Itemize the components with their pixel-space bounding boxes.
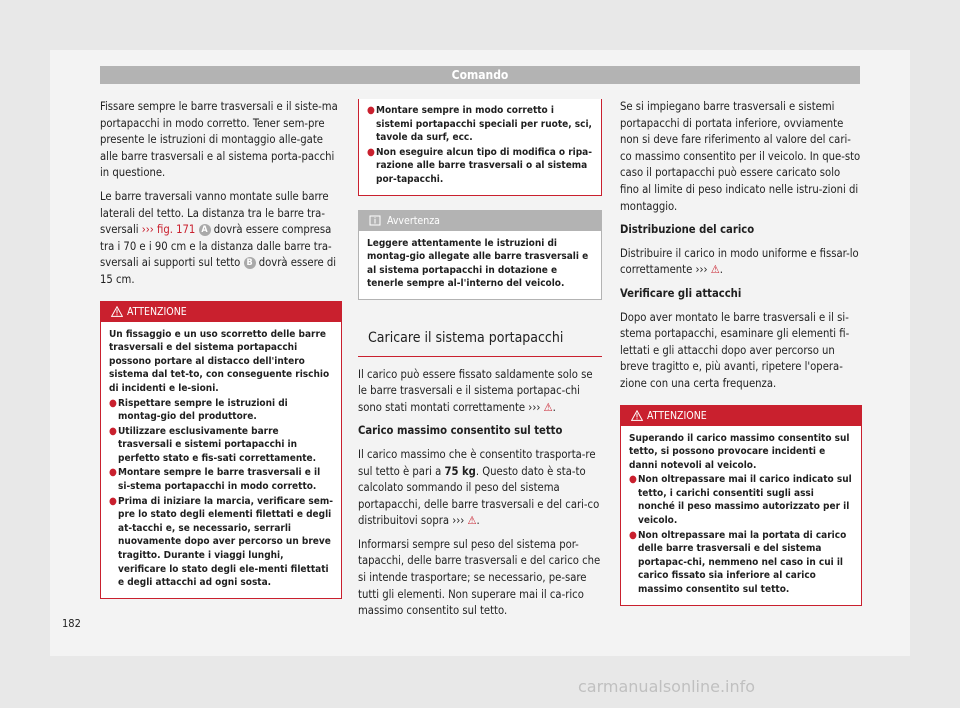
marker-a-badge: A — [199, 224, 211, 236]
list-item: ● Non oltrepassare mai la portata di carico delle barre trasversali e del sistema portapac-chi, nemmeno nel caso in cui il carico fissato sia inferiore al carico massimo consentito sul tetto. — [629, 529, 847, 596]
paragraph: Il carico massimo che è consentito trasporta-re sul tetto è pari a 75 kg. Questo dato è sta-to calcolato sommando il peso del sistema portapacchi, delle barre trasversali e del cari-co distribuitovi sopra ››› ⚠. — [358, 447, 600, 528]
warning-body — [359, 99, 601, 195]
paragraph: Distribuire il carico in modo uniforme e fissar-lo correttamente ››› ⚠. — [620, 246, 859, 277]
subheading: Verificare gli attacchi — [620, 286, 742, 300]
warning-body — [621, 426, 861, 605]
warning-title: ATTENZIONE — [127, 305, 187, 318]
subheading: Distribuzione del carico — [620, 223, 755, 237]
warning-header — [621, 406, 861, 426]
warning-list — [367, 104, 593, 187]
warning-header — [101, 302, 341, 322]
list-item: ● Non oltrepassare mai il carico indicato sul tetto, i carichi consentiti sugli assi nonché il peso massimo autorizzato per il veicolo. — [629, 474, 852, 527]
warning-list — [629, 473, 853, 596]
warning-ref-icon[interactable]: ⚠ — [710, 263, 720, 277]
chapter-header: Comando — [100, 66, 860, 84]
subheading: Carico massimo consentito sul tetto — [358, 424, 563, 438]
warning-ref-icon[interactable]: ⚠ — [467, 514, 477, 528]
info-icon — [369, 215, 381, 226]
marker-b-badge: B — [244, 257, 256, 269]
paragraph — [100, 189, 342, 289]
list-item: ● Utilizzare esclusivamente barre trasversali e sistemi portapacchi in perfetto stato e fis-sati correttamente. — [109, 425, 317, 464]
warning-box — [620, 405, 862, 606]
page-number: 182 — [62, 617, 81, 630]
note-box — [358, 210, 602, 300]
warning-triangle-icon — [631, 410, 643, 421]
paragraph: Dopo aver montato le barre trasversali e il si-stema portapacchi, esaminare gli elementi fi-lettati e gli attacchi dopo aver percorso un breve tragitto e, più avanti, ripetere l'opera-zione con una certa frequenza. — [620, 310, 850, 390]
column-2 — [358, 99, 602, 627]
figure-link[interactable]: ››› fig. 171 — [141, 223, 196, 237]
column-3 — [620, 99, 862, 606]
note-text: Leggere attentamente le istruzioni di montag-gio allegate alle barre trasversali e al sistema portapacchi in dotazione e tenerle sempre al-l'interno del veicolo. — [367, 237, 589, 290]
list-item: ● Prima di iniziare la marcia, verificare sem-pre lo stato degli elementi filettati e degli at-tacchi e, se necessario, serrarli nuovamente dopo aver percorso un breve tragitto. Durante i viaggi lunghi, verificare lo stato degli ele-menti filettati e degli attacchi ad ogni sosta. — [109, 495, 333, 589]
paragraph: Fissare sempre le barre trasversali e il siste-ma portapacchi in modo corretto. Tener sem-pre presente le istruzioni di montaggio alle-gate alle barre trasversali e al sistema porta-pacchi in questione. — [100, 100, 338, 180]
list-item: ● Montare sempre le barre trasversali e il si-stema portapacchi in modo corretto. — [109, 467, 321, 493]
warning-intro: Un fissaggio e un uso scorretto delle barre trasversali e del sistema portapacchi possono portare al distacco dell'intero sistema dal tet-to, con conseguente rischio di incidenti e le-sioni. — [109, 328, 330, 394]
warning-title: ATTENZIONE — [647, 409, 707, 422]
paragraph: Informarsi sempre sul peso del sistema por-tapacchi, delle barre trasversali e del carico che si intende trasportare; se necessario, pe-sare tutti gli elementi. Non superare mai il ca-rico massimo consentito sul tetto. — [358, 537, 601, 618]
text: Le barre traversali vanno montate sulle barre laterali del tetto. La distanza tra le barre tra-sversali — [100, 189, 329, 237]
text: dovrà essere compresa tra i 70 e i 90 cm e la distanza dalle barre tra-sversali ai supporti sul tetto — [100, 223, 332, 270]
section-title: Caricare il sistema portapacchi — [358, 322, 602, 357]
warning-list — [109, 397, 333, 590]
paragraph: Il carico può essere fissato saldamente solo se le barre trasversali e il sistema portapac-chi sono stati montati correttamente ››› ⚠. — [358, 367, 593, 414]
warning-box — [100, 301, 342, 599]
note-title: Avvertenza — [387, 214, 440, 227]
text: dovrà essere di 15 cm. — [100, 256, 337, 286]
warning-intro: Superando il carico massimo consentito sul tetto, si possono provocare incidenti e danni notevoli al veicolo. — [629, 432, 850, 471]
warning-triangle-icon — [111, 306, 123, 317]
paragraph: Se si impiegano barre trasversali e sistemi portapacchi di portata inferiore, ovviamente non si deve fare riferimento al valore del cari-co massimo consentito per il veicolo. In que-sto caso il portapacchi può essere caricato solo fino al limite di peso indicato nelle istru-zioni di montaggio. — [620, 100, 861, 213]
watermark: carmanualsonline.info — [578, 677, 756, 696]
column-1 — [100, 99, 342, 599]
list-item: ● Montare sempre in modo corretto i sistemi portapacchi speciali per ruote, sci, tavole da surf, ecc. — [367, 105, 592, 144]
list-item: ● Rispettare sempre le istruzioni di montag-gio del produttore. — [109, 397, 288, 423]
warning-ref-icon[interactable]: ⚠ — [543, 400, 553, 414]
list-item: ● Non eseguire alcun tipo di modifica o ripa-razione alle barre trasversali o al sistema por-tapacchi. — [367, 146, 592, 185]
warning-body — [101, 322, 341, 598]
note-header — [359, 211, 601, 231]
warning-box-continued — [358, 99, 602, 196]
